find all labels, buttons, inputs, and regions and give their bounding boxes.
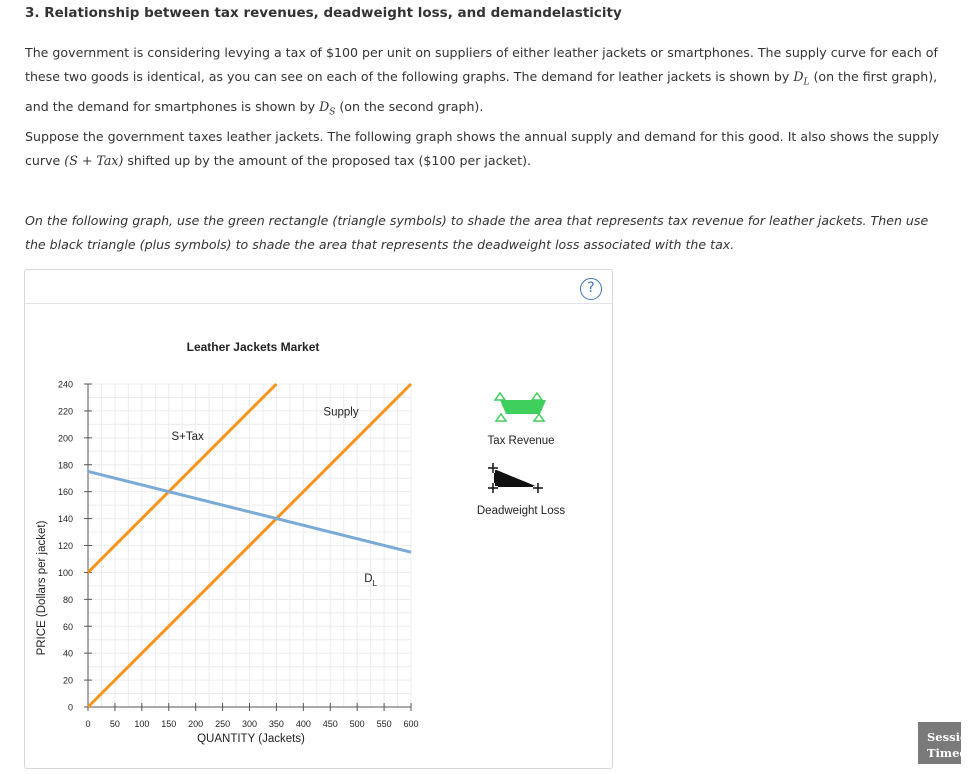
x-tick-label: 50 (109, 719, 120, 729)
x-tick-label: 500 (349, 719, 365, 729)
intro-paragraph (25, 41, 945, 124)
x-tick-label: 200 (188, 719, 204, 729)
x-tick-label: 300 (241, 719, 258, 729)
y-tick-label: 120 (57, 541, 73, 551)
tax-revenue-tool[interactable] (487, 393, 554, 447)
y-axis-label: PRICE (Dollars per jacket) (36, 520, 48, 656)
dl-label-subscript: L (372, 578, 378, 588)
deadweight-loss-swatch[interactable] (494, 469, 538, 487)
deadweight-loss-label: Deadweight Loss (476, 505, 566, 517)
x-tick-label: 100 (134, 719, 150, 729)
y-tick-label: 140 (57, 514, 73, 525)
p2-text-a: Suppose the government taxes leather jackets. The following graph shows the annual supply and demand for this good. It also shows the supply curve (25, 129, 940, 168)
y-tick-label: 240 (57, 379, 73, 390)
y-tick-label: 0 (67, 702, 73, 713)
tax-paragraph (25, 125, 945, 173)
chart-title: Leather Jackets Market (186, 340, 320, 354)
tax-revenue-label: Tax Revenue (487, 435, 555, 447)
dl-symbol: $D_L$ (793, 69, 810, 88)
s-plus-tax-math: (S + Tax) (64, 153, 124, 168)
triangle-symbol-icon (495, 393, 505, 400)
session-label: Session (927, 730, 976, 744)
dl-label: $D_L$ (364, 572, 378, 588)
y-tick-label: 200 (57, 433, 73, 444)
graph-panel (24, 269, 613, 769)
session-timed-badge (918, 722, 976, 764)
p1-text-a: The government is considering levying a tax of $100 per unit on suppliers of either leather jackets or smartphones. The supply curve for each of these two goods is identical, as you can see on each of the following graphs. The demand for leather jackets is shown by (25, 45, 938, 84)
p1-text-c: (on the second graph). (335, 98, 484, 114)
y-tick-label: 80 (62, 594, 73, 605)
x-tick-label: 450 (322, 719, 338, 729)
x-tick-label: 400 (295, 719, 311, 729)
help-icon[interactable]: ? (580, 278, 602, 300)
supply-label: Supply (323, 406, 359, 419)
p1-text-b: (on the first graph), and the demand for smartphones is shown by (25, 69, 938, 114)
deadweight-loss-tool[interactable] (477, 463, 565, 517)
instructions-paragraph: On the following graph, use the green rectangle (triangle symbols) to shade the area that represents tax revenue for leather jackets. Then use the black triangle (plus symbols) to shade the area that represents the deadweight loss associated with the tax. (25, 213, 929, 252)
x-axis-label: QUANTITY (Jackets) (197, 733, 305, 745)
x-tick-label: 350 (268, 719, 284, 729)
plus-symbol-icon (533, 483, 543, 493)
y-tick-label: 60 (62, 621, 73, 632)
triangle-symbol-icon (532, 393, 542, 400)
triangle-symbol-icon (534, 414, 544, 421)
x-tick-label: 550 (376, 719, 392, 729)
p2-text-b: shifted up by the amount of the proposed tax ($100 per jacket). (123, 153, 531, 168)
y-tick-label: 220 (57, 406, 73, 417)
leather-jackets-chart[interactable] (25, 304, 614, 774)
question-title: 3. Relationship between tax revenues, deadweight loss, and demandelasticity (25, 5, 622, 21)
y-tick-label: 160 (57, 487, 73, 498)
x-tick-label: 0 (85, 719, 91, 729)
ds-symbol: $D_S$ (319, 98, 336, 118)
tax-revenue-swatch[interactable] (500, 400, 546, 414)
y-tick-label: 40 (62, 648, 73, 659)
x-tick-label: 600 (403, 719, 419, 729)
triangle-symbol-icon (496, 414, 506, 421)
x-tick-label: 250 (215, 719, 231, 729)
timed-label: Timed (927, 746, 968, 760)
panel-toolbar (25, 270, 612, 304)
y-tick-label: 20 (62, 675, 73, 686)
s-tax-label: S+Tax (171, 430, 204, 443)
y-tick-label: 100 (57, 567, 73, 578)
x-tick-label: 150 (161, 719, 177, 729)
y-tick-label: 180 (57, 460, 73, 471)
